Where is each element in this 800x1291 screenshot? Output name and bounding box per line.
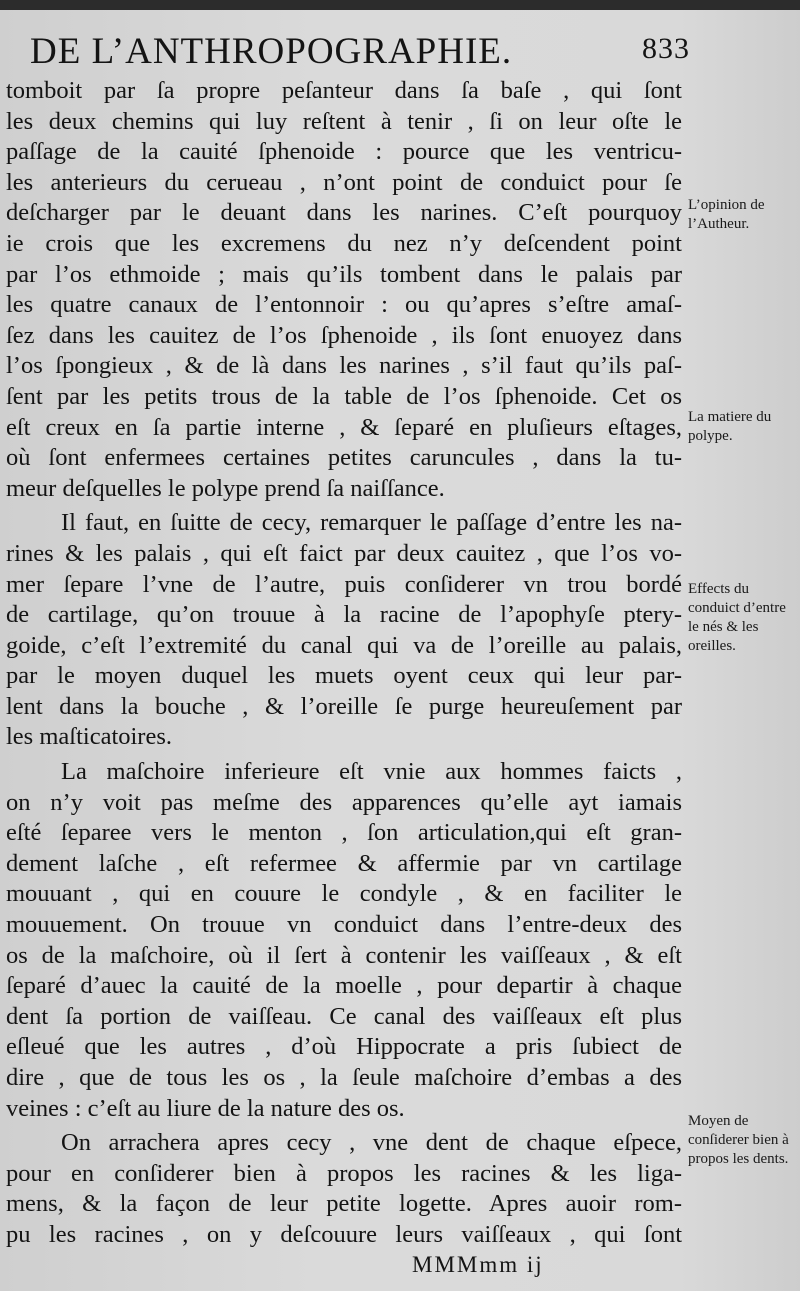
body-line: ſeparé d’auec la cauité de la moelle , pour departir à chaque bbox=[6, 972, 682, 1000]
body-line: mens, & la façon de leur petite logette. Apres auoir rom- bbox=[6, 1190, 682, 1218]
body-line: eſt creux en ſa partie interne , & ſeparé en pluſieurs eſtages, bbox=[6, 413, 682, 441]
body-line: eſleué que les autres , d’où Hippocrate a pris ſubiect de bbox=[6, 1033, 682, 1061]
running-head bbox=[30, 30, 690, 80]
body-line: goide, c’eſt l’extremité du canal qui va de l’oreille au palais, bbox=[6, 631, 682, 659]
body-line: pour en conſiderer bien à propos les racines & les liga- bbox=[6, 1159, 682, 1187]
body-line: La maſchoire inferieure eſt vnie aux hommes faicts , bbox=[61, 758, 682, 786]
body-line: meur deſquelles le polype prend ſa naiſſance. bbox=[6, 474, 445, 502]
body-line: par l’os ethmoide ; mais qu’ils tombent dans le palais par bbox=[6, 260, 682, 288]
body-line: dement laſche , eſt refermee & affermie par vn cartilage bbox=[6, 849, 682, 877]
body-line: ſent par les petits trous de la table de l’os ſphenoide. Cet os bbox=[6, 382, 682, 410]
body-text bbox=[6, 76, 682, 1251]
signature-mark: MMMmm ij bbox=[412, 1252, 544, 1277]
margin-note-conduict: Effects du conduict d’entre le nés & les oreilles. bbox=[688, 581, 786, 654]
body-line: deſcharger par le deuant dans les narines. C’eſt pourquoy bbox=[6, 199, 682, 227]
body-line: tomboit par ſa propre peſanteur dans ſa baſe , qui ſont bbox=[6, 77, 682, 104]
body-line: ſez dans les cauitez de l’os ſphenoide , ils ſont enuoyez dans bbox=[6, 321, 682, 349]
body-line: os de la maſchoire, où il ſert à contenir les vaiſſeaux , & eſt bbox=[6, 941, 682, 969]
body-line: eſté ſeparee vers le menton , ſon articulation,qui eſt gran- bbox=[6, 819, 682, 847]
running-title: DE L’ANTHROPOGRAPHIE. bbox=[30, 31, 513, 72]
body-line: où ſont enfermees certaines petites caruncules , dans la tu- bbox=[6, 444, 682, 472]
margin-note-dents: Moyen de conſiderer bien à propos les dents. bbox=[688, 1113, 789, 1167]
body-line: dire , que de tous les os , la ſeule maſchoire d’embas a des bbox=[6, 1064, 682, 1091]
body-line: On arrachera apres cecy , vne dent de chaque eſpece, bbox=[61, 1129, 682, 1157]
body-line: paſſage de la cauité ſphenoide : pource que les ventricu- bbox=[6, 138, 682, 166]
body-line: on n’y voit pas meſme des apparences qu’elle ayt iamais bbox=[6, 788, 682, 816]
body-line: veines : c’eſt au liure de la nature des os. bbox=[6, 1094, 405, 1122]
body-line: de cartilage, qu’on trouue à la racine de l’apophyſe ptery- bbox=[6, 601, 682, 629]
body-line: ie crois que les excremens du nez n’y deſcendent point bbox=[6, 229, 682, 257]
body-line: rines & les palais , qui eſt faict par deux cauitez , que l’os vo- bbox=[6, 539, 682, 567]
body-line: l’os ſpongieux , & de là dans les narines , s’il faut qu’ils paſ- bbox=[6, 352, 682, 380]
body-line: Il faut, en ſuitte de cecy, remarquer le paſſage d’entre les na- bbox=[61, 509, 682, 537]
body-line: les maſticatoires. bbox=[6, 723, 172, 751]
margin-note-polype: La matiere du polype. bbox=[688, 409, 772, 444]
body-line: dent ſa portion de vaiſſeau. Ce canal des vaiſſeaux eſt plus bbox=[6, 1002, 682, 1030]
body-line: par le moyen duquel les muets oyent ceux qui leur par- bbox=[6, 662, 682, 690]
page-top-edge bbox=[0, 0, 800, 10]
margin-note-opinion: L’opinion de l’Autheur. bbox=[688, 197, 765, 232]
body-line: lent dans la bouche , & l’oreille ſe purge heureuſement par bbox=[6, 692, 682, 720]
body-line: mouuant , qui en couure le condyle , & en faciliter le bbox=[6, 880, 682, 908]
body-line: les anterieurs du cerueau , n’ont point de conduict pour ſe bbox=[6, 168, 682, 196]
body-line: mouuement. On trouue vn conduict dans l’entre-deux des bbox=[6, 911, 682, 939]
body-line: les quatre canaux de l’entonnoir : ou qu’apres s’eſtre amaſ- bbox=[6, 291, 682, 319]
body-line: pu les racines , on y deſcouure leurs vaiſſeaux , qui ſont bbox=[6, 1220, 682, 1248]
page-number: 833 bbox=[642, 32, 690, 65]
body-line: mer ſepare l’vne de l’autre, puis conſiderer vn trou bordé bbox=[6, 570, 682, 598]
body-line: les deux chemins qui luy reſtent à tenir , ſi on leur oſte le bbox=[6, 107, 682, 135]
